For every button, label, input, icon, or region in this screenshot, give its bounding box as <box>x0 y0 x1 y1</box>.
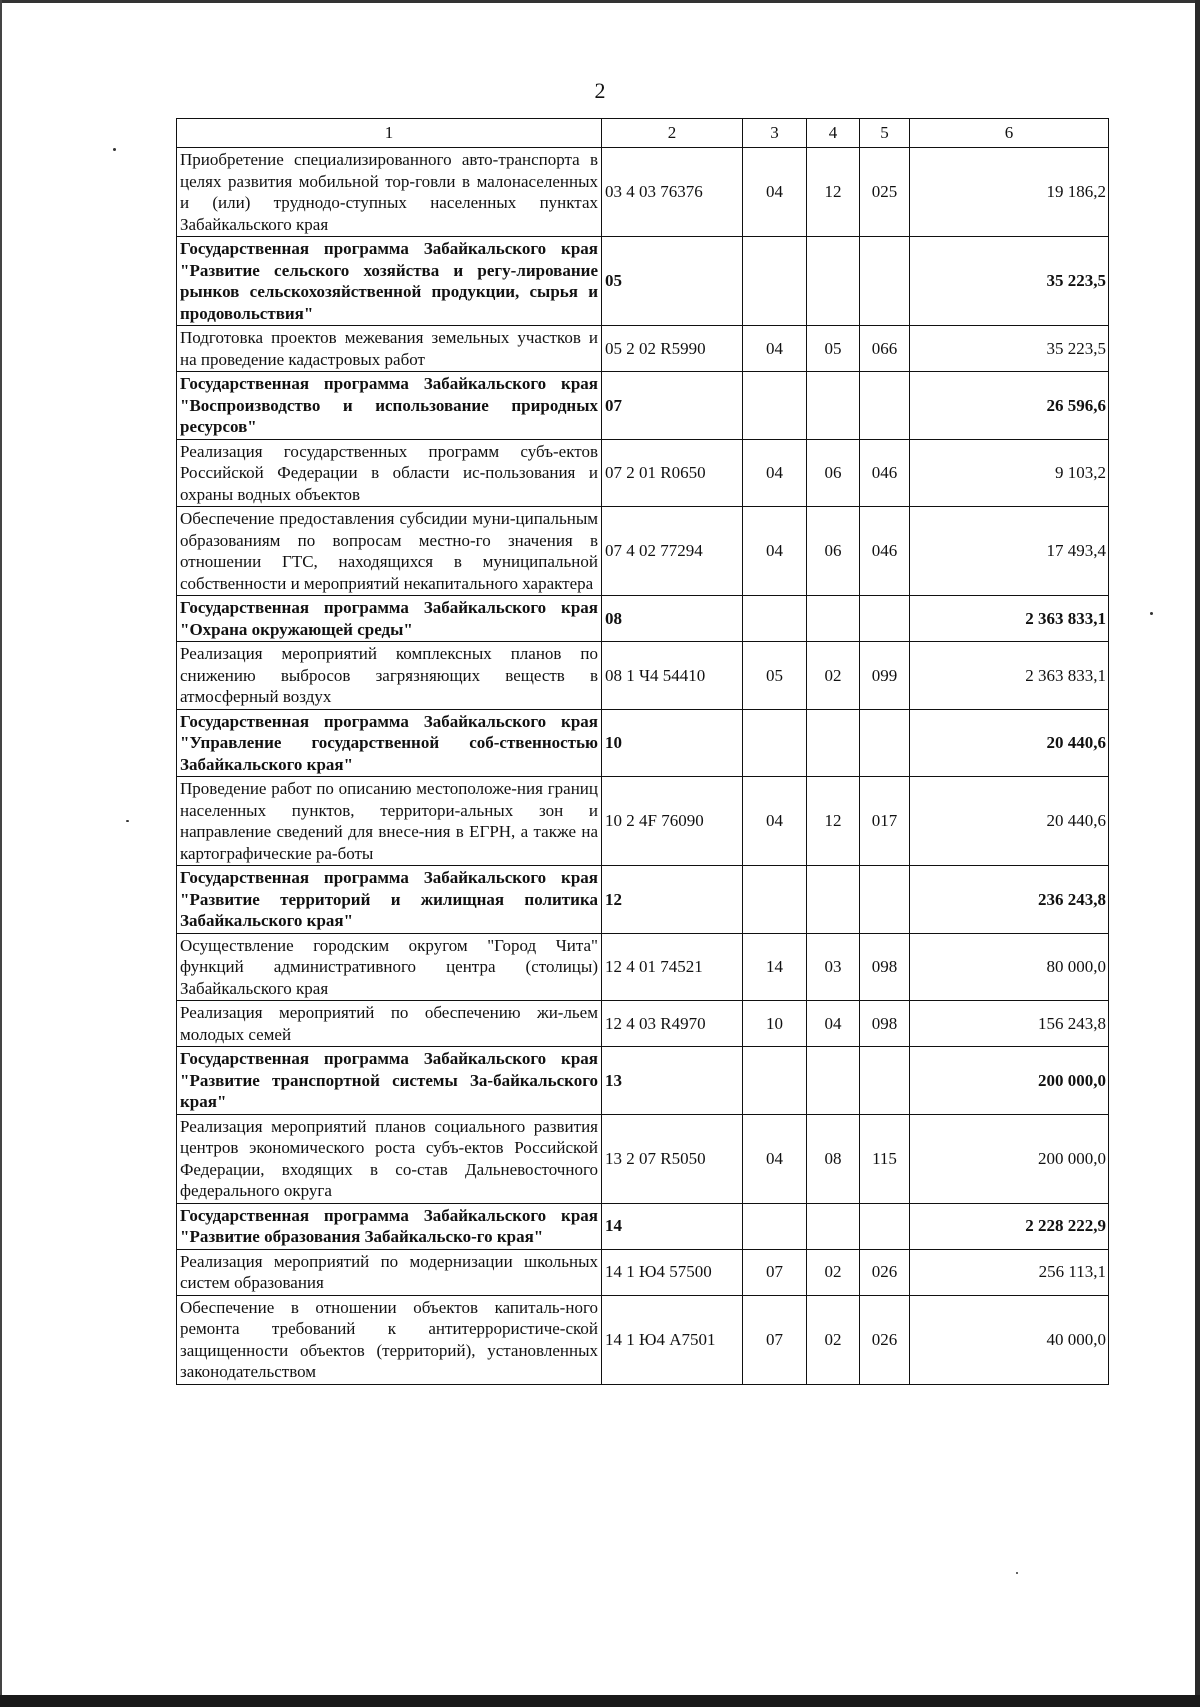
row-name: Приобретение специализированного авто-транспорта в целях развития мобильной тор-говли в малонаселенных и (или) труднодо-ступных населенных пунктах Забайкальского края <box>177 148 602 237</box>
row-subsection <box>807 237 860 326</box>
page-number: 2 <box>594 78 606 103</box>
row-code: 10 <box>602 709 743 777</box>
row-name: Обеспечение в отношении объектов капиталь-ного ремонта требований к антитеррористиче-ской защищенности объектов (территорий), установленных законодательством <box>177 1295 602 1384</box>
scan-edge-top <box>0 0 1200 3</box>
table-row <box>177 237 1109 326</box>
column-header: 3 <box>743 119 807 148</box>
row-name: Осуществление городским округом "Город Чита" функций административного центра (столицы) Забайкальского края <box>177 933 602 1001</box>
row-name: Государственная программа Забайкальского края "Управление государственной соб-ственностью Забайкальского края" <box>177 709 602 777</box>
row-subsection: 02 <box>807 1249 860 1295</box>
row-expense-type: 025 <box>860 148 910 237</box>
row-name: Реализация мероприятий комплексных планов по снижению выбросов загрязняющих веществ в атмосферный воздух <box>177 642 602 710</box>
table-row <box>177 507 1109 596</box>
row-expense-type <box>860 1203 910 1249</box>
table-row <box>177 326 1109 372</box>
row-section: 04 <box>743 507 807 596</box>
row-subsection <box>807 1047 860 1115</box>
scan-speck <box>1016 1572 1018 1574</box>
row-sum: 19 186,2 <box>910 148 1109 237</box>
row-code: 10 2 4F 76090 <box>602 777 743 866</box>
row-subsection <box>807 596 860 642</box>
table-row <box>177 439 1109 507</box>
row-code: 12 4 01 74521 <box>602 933 743 1001</box>
column-header: 4 <box>807 119 860 148</box>
row-code: 07 <box>602 372 743 440</box>
column-header: 2 <box>602 119 743 148</box>
row-name: Государственная программа Забайкальского края "Развитие транспортной системы За-байкальского края" <box>177 1047 602 1115</box>
row-code: 08 1 Ч4 54410 <box>602 642 743 710</box>
row-sum: 35 223,5 <box>910 237 1109 326</box>
table-row <box>177 1249 1109 1295</box>
row-expense-type: 046 <box>860 439 910 507</box>
table-row <box>177 1295 1109 1384</box>
row-subsection: 12 <box>807 777 860 866</box>
row-subsection: 03 <box>807 933 860 1001</box>
table-row <box>177 777 1109 866</box>
table-row <box>177 372 1109 440</box>
row-subsection <box>807 1203 860 1249</box>
column-header: 6 <box>910 119 1109 148</box>
row-name: Государственная программа Забайкальского края "Охрана окружающей среды" <box>177 596 602 642</box>
row-subsection: 05 <box>807 326 860 372</box>
row-code: 12 <box>602 866 743 934</box>
row-expense-type <box>860 237 910 326</box>
row-code: 08 <box>602 596 743 642</box>
row-code: 14 1 Ю4 А7501 <box>602 1295 743 1384</box>
row-section <box>743 866 807 934</box>
row-section: 07 <box>743 1249 807 1295</box>
row-expense-type <box>860 866 910 934</box>
scan-edge-bottom <box>0 1695 1200 1707</box>
row-expense-type: 026 <box>860 1295 910 1384</box>
table-row <box>177 1203 1109 1249</box>
row-name: Подготовка проектов межевания земельных участков и на проведение кадастровых работ <box>177 326 602 372</box>
row-sum: 80 000,0 <box>910 933 1109 1001</box>
row-expense-type <box>860 1047 910 1115</box>
column-header: 1 <box>177 119 602 148</box>
row-code: 05 2 02 R5990 <box>602 326 743 372</box>
table-row <box>177 1001 1109 1047</box>
row-sum: 2 363 833,1 <box>910 642 1109 710</box>
row-name: Реализация мероприятий по обеспечению жи-льем молодых семей <box>177 1001 602 1047</box>
row-code: 14 <box>602 1203 743 1249</box>
row-sum: 20 440,6 <box>910 709 1109 777</box>
scan-speck <box>113 148 116 151</box>
row-section <box>743 1047 807 1115</box>
row-expense-type <box>860 709 910 777</box>
row-section <box>743 596 807 642</box>
row-subsection <box>807 866 860 934</box>
row-name: Реализация государственных программ субъ-ектов Российской Федерации в области ис-пользования и охраны водных объектов <box>177 439 602 507</box>
row-expense-type: 066 <box>860 326 910 372</box>
row-subsection: 06 <box>807 507 860 596</box>
row-sum: 2 228 222,9 <box>910 1203 1109 1249</box>
row-code: 07 4 02 77294 <box>602 507 743 596</box>
row-sum: 2 363 833,1 <box>910 596 1109 642</box>
row-code: 07 2 01 R0650 <box>602 439 743 507</box>
row-expense-type: 017 <box>860 777 910 866</box>
row-expense-type: 098 <box>860 1001 910 1047</box>
row-name: Реализация мероприятий планов социального развития центров экономического роста субъ-ектов Российской Федерации, входящих в со-став Дальневосточного федерального округа <box>177 1114 602 1203</box>
row-name: Обеспечение предоставления субсидии муни-ципальным образованиям по вопросам местно-го значения в отношении ГТС, находящихся в муниципальной собственности и мероприятий некапитального характера <box>177 507 602 596</box>
row-expense-type: 098 <box>860 933 910 1001</box>
scan-speck <box>126 820 129 822</box>
table-row <box>177 933 1109 1001</box>
row-expense-type <box>860 596 910 642</box>
row-code: 03 4 03 76376 <box>602 148 743 237</box>
table-row <box>177 709 1109 777</box>
table-header-row <box>177 119 1109 148</box>
row-code: 13 <box>602 1047 743 1115</box>
row-subsection <box>807 709 860 777</box>
row-name: Государственная программа Забайкальского края "Развитие образования Забайкальско-го края" <box>177 1203 602 1249</box>
row-section <box>743 237 807 326</box>
row-code: 14 1 Ю4 57500 <box>602 1249 743 1295</box>
row-section <box>743 1203 807 1249</box>
row-section: 04 <box>743 326 807 372</box>
row-section: 05 <box>743 642 807 710</box>
table-row <box>177 1114 1109 1203</box>
table-row <box>177 866 1109 934</box>
row-sum: 9 103,2 <box>910 439 1109 507</box>
row-section: 07 <box>743 1295 807 1384</box>
row-section: 04 <box>743 777 807 866</box>
row-subsection: 02 <box>807 1295 860 1384</box>
row-expense-type: 099 <box>860 642 910 710</box>
row-sum: 200 000,0 <box>910 1047 1109 1115</box>
row-section: 04 <box>743 148 807 237</box>
row-sum: 256 113,1 <box>910 1249 1109 1295</box>
row-subsection <box>807 372 860 440</box>
row-sum: 20 440,6 <box>910 777 1109 866</box>
row-name: Государственная программа Забайкальского края "Воспроизводство и использование природных ресурсов" <box>177 372 602 440</box>
row-sum: 35 223,5 <box>910 326 1109 372</box>
scan-edge-right <box>1195 0 1200 1707</box>
table-row <box>177 148 1109 237</box>
table-row <box>177 1047 1109 1115</box>
column-header: 5 <box>860 119 910 148</box>
row-subsection: 04 <box>807 1001 860 1047</box>
row-sum: 236 243,8 <box>910 866 1109 934</box>
row-name: Государственная программа Забайкальского края "Развитие территорий и жилищная политика Забайкальского края" <box>177 866 602 934</box>
row-sum: 200 000,0 <box>910 1114 1109 1203</box>
row-section: 14 <box>743 933 807 1001</box>
row-section: 04 <box>743 439 807 507</box>
table-row <box>177 596 1109 642</box>
row-sum: 156 243,8 <box>910 1001 1109 1047</box>
row-section <box>743 709 807 777</box>
scan-speck <box>1150 612 1153 615</box>
row-expense-type: 046 <box>860 507 910 596</box>
row-section: 04 <box>743 1114 807 1203</box>
row-subsection: 08 <box>807 1114 860 1203</box>
row-subsection: 02 <box>807 642 860 710</box>
row-code: 13 2 07 R5050 <box>602 1114 743 1203</box>
row-expense-type: 115 <box>860 1114 910 1203</box>
row-sum: 40 000,0 <box>910 1295 1109 1384</box>
table-row <box>177 642 1109 710</box>
row-code: 12 4 03 R4970 <box>602 1001 743 1047</box>
row-code: 05 <box>602 237 743 326</box>
row-section <box>743 372 807 440</box>
row-sum: 17 493,4 <box>910 507 1109 596</box>
row-sum: 26 596,6 <box>910 372 1109 440</box>
row-expense-type: 026 <box>860 1249 910 1295</box>
row-section: 10 <box>743 1001 807 1047</box>
row-expense-type <box>860 372 910 440</box>
row-subsection: 12 <box>807 148 860 237</box>
row-name: Государственная программа Забайкальского края "Развитие сельского хозяйства и регу-лирование рынков сельскохозяйственной продукции, сырья и продовольствия" <box>177 237 602 326</box>
scan-edge-left <box>0 0 2 1707</box>
budget-allocation-table <box>176 118 1109 1385</box>
row-name: Проведение работ по описанию местоположе-ния границ населенных пунктов, территори-альных зон и направление сведений для внесе-ния в ЕГРН, а также на картографические ра-боты <box>177 777 602 866</box>
row-subsection: 06 <box>807 439 860 507</box>
row-name: Реализация мероприятий по модернизации школьных систем образования <box>177 1249 602 1295</box>
